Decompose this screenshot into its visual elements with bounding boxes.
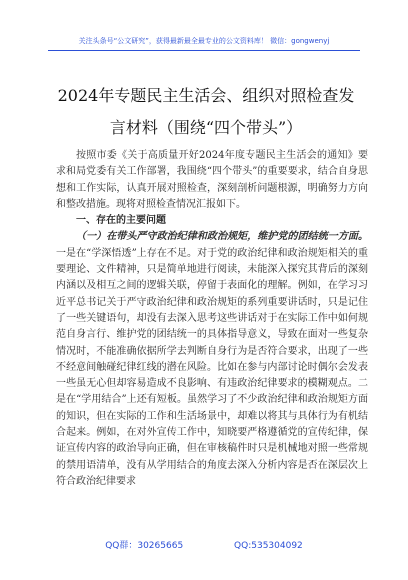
section-heading: 一、存在的主要问题 <box>76 215 166 227</box>
qq-label: QQ:535304092 <box>234 541 303 551</box>
contact-footer <box>0 538 408 551</box>
banner-divider <box>48 50 360 51</box>
document-title: 2024年专题民主生活会、组织对照检查发言材料（围绕“四个带头”） <box>57 86 355 137</box>
subsection-text: 一是在“学深悟透”上存在不足。对于党的政治纪律和政治规矩相关的重要理论、文件精神，只是简单地进行阅读，未能深入探究其背后的深刻内涵以及相互之间的逻辑关联，停留于表面化的理解。例如，在学习习近平总书记关于严守政治纪律和政治规矩的系列重要讲话时，只是记住了一些关键语句，却没有去深入思考这些讲话对于在实际工作中如何规范自身言行、维护党的团结统一的具体指导意义，导致在面对一些复杂情况时，不能准确依据所学去判断自身行为是否符合要求，出现了一些不经意间触碰纪律红线的潜在风险。比如在参与内部讨论时偶尔会发表一些虽无心但却容易造成不良影响、有违政治纪律要求的模糊观点。二是在“学用结合”上还有短板。虽然学习了不少政治纪律和政治规矩方面的知识，但在实际的工作和生活场景中，却难以将其与具体行为有机结合起来。例如，在对外宣传工作中，知晓要严格遵循党的宣传纪律，保证宣传内容的政治导向正确，但在审核稿件时只是机械地对照一些常规的禁用语清单，没有从学用结合的角度去深入分析内容是否在深层次上符合政治纪律要求 <box>56 247 368 487</box>
qq-group-label: QQ群：30265665 <box>105 541 184 551</box>
document-body <box>56 148 368 490</box>
intro-paragraph: 按照市委《关于高质量开好2024年度专题民主生活会的通知》要求和局党委有关工作部署，我围绕“四个带头”的重要要求，结合自身思想和工作实际，认真开展对照检查，深刻剖析问题根源，明确努力方向和整改措施。现将对照检查情况汇报如下。 <box>56 150 368 210</box>
subsection-paragraph <box>56 229 368 490</box>
promo-banner: 关注头条号“公文研究”，获得最新最全最专业的公文资料库！ 微信：gongwenyj <box>78 37 330 45</box>
subsection-lead: （一）在带头严守政治纪律和政治规矩，维护党的团结统一方面。 <box>76 231 368 243</box>
